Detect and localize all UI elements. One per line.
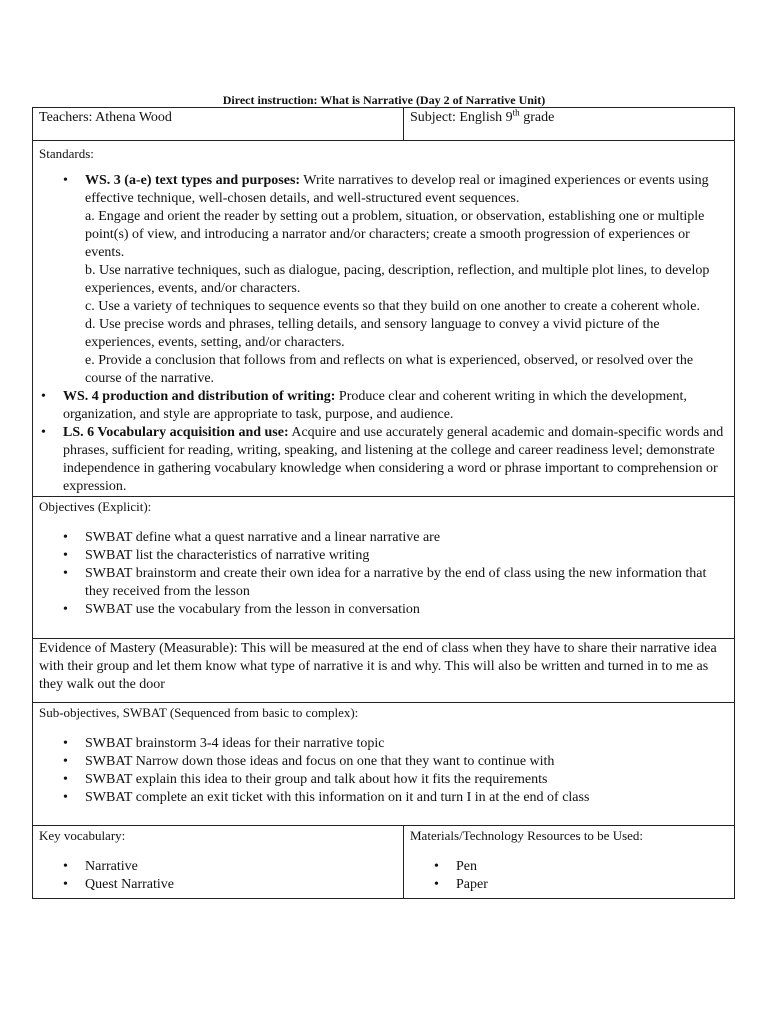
evidence-cell	[33, 639, 735, 703]
materials-item: • Pen	[410, 858, 728, 876]
standard-ls6	[39, 424, 728, 496]
standards-list	[39, 172, 728, 388]
lesson-plan-table	[32, 107, 735, 899]
objective-item: • SWBAT define what a quest narrative and a linear narrative are	[39, 529, 728, 547]
vocab-cell	[33, 826, 404, 899]
standard-ws3-d: d. Use precise words and phrases, telling details, and sensory language to convey a vivid picture of the experiences, events, setting, and/or characters.	[85, 317, 660, 350]
materials-label: Materials/Technology Resources to be Used:	[410, 828, 644, 843]
materials-item: • Paper	[410, 876, 728, 894]
standard-ws3-b: b. Use narrative techniques, such as dialogue, pacing, description, reflection, and multiple plot lines, to develop experiences, events, and/or characters.	[85, 263, 710, 296]
standards-cell	[33, 141, 735, 497]
objectives-row	[33, 497, 735, 639]
standard-ls6-head: LS. 6 Vocabulary acquisition and use:	[63, 425, 289, 440]
objectives-list	[39, 529, 728, 619]
standards-row	[33, 141, 735, 497]
objective-item: • SWBAT list the characteristics of narrative writing	[39, 547, 728, 565]
evidence-text: Evidence of Mastery (Measurable): This will be measured at the end of class when they have to share their narrative idea with their group and let them know what type of narrative it is and why. This will also be written and turned in to me as they walk out the door	[39, 641, 717, 692]
document-title: Direct instruction: What is Narrative (Day 2 of Narrative Unit)	[222, 93, 546, 107]
standard-ws3	[39, 172, 728, 388]
objectives-label: Objectives (Explicit):	[39, 499, 152, 514]
standard-ws3-e: e. Provide a conclusion that follows from and reflects on what is experienced, observed, or resolved over the course of the narrative.	[85, 353, 694, 386]
subobjective-item: • SWBAT Narrow down those ideas and focus on one that they want to continue with	[39, 753, 728, 771]
subobjective-item: • SWBAT complete an exit ticket with this information on it and turn I in at the end of class	[39, 789, 728, 807]
standards-list-2	[39, 388, 728, 496]
subject-cell	[404, 108, 735, 141]
subject-suffix: grade	[519, 110, 555, 125]
subobjective-item: • SWBAT brainstorm 3-4 ideas for their narrative topic	[39, 735, 728, 753]
standard-ws4-head: WS. 4 production and distribution of writing:	[63, 389, 336, 404]
subject-text: Subject: English 9	[410, 110, 513, 125]
resources-row	[33, 826, 735, 899]
objective-item: • SWBAT use the vocabulary from the lesson in conversation	[39, 601, 728, 619]
objectives-cell	[33, 497, 735, 639]
vocab-item: • Narrative	[39, 858, 397, 876]
materials-list	[410, 858, 728, 894]
standard-ws3-head: WS. 3 (a-e) text types and purposes:	[85, 173, 301, 188]
standard-ws3-a: a. Engage and orient the reader by setting out a problem, situation, or observation, establishing one or multiple point(s) of view, and introducing a narrator and/or characters; create a smooth progression of experiences or events.	[85, 209, 705, 260]
header-row	[33, 108, 735, 141]
materials-cell	[404, 826, 735, 899]
teachers-text: Teachers: Athena Wood	[39, 110, 172, 125]
subobjectives-list	[39, 735, 728, 807]
standard-ws4-text: Produce clear and coherent writing in which the development, organization, and style are appropriate to task, purpose, and audience.	[63, 389, 687, 422]
subobjectives-label: Sub-objectives, SWBAT (Sequenced from basic to complex):	[39, 705, 359, 720]
subobjectives-cell	[33, 703, 735, 826]
standard-ws4	[39, 388, 728, 424]
vocab-label: Key vocabulary:	[39, 828, 126, 843]
vocab-item: • Quest Narrative	[39, 876, 397, 894]
teachers-cell	[33, 108, 404, 141]
standard-ws3-c: c. Use a variety of techniques to sequence events so that they build on one another to create a coherent whole.	[85, 299, 700, 314]
evidence-row	[33, 639, 735, 703]
subobjectives-row	[33, 703, 735, 826]
standards-label: Standards:	[39, 146, 94, 161]
subobjective-item: • SWBAT explain this idea to their group and talk about how it fits the requirements	[39, 771, 728, 789]
objective-item: • SWBAT brainstorm and create their own idea for a narrative by the end of class using the new information that they received from the lesson	[39, 565, 728, 601]
vocab-list	[39, 858, 397, 894]
standard-ws3-text: Write narratives to develop real or imagined experiences or events using effective technique, well-chosen details, and well-structured event sequences.	[85, 173, 709, 206]
subject-sup: th	[512, 107, 520, 118]
standard-ls6-text: Acquire and use accurately general academic and domain-specific words and phrases, sufficient for reading, writing, speaking, and listening at the college and career readiness level; demonstrate independence in gathering vocabulary knowledge when considering a word or phrase important to comprehension or expression.	[63, 425, 724, 494]
